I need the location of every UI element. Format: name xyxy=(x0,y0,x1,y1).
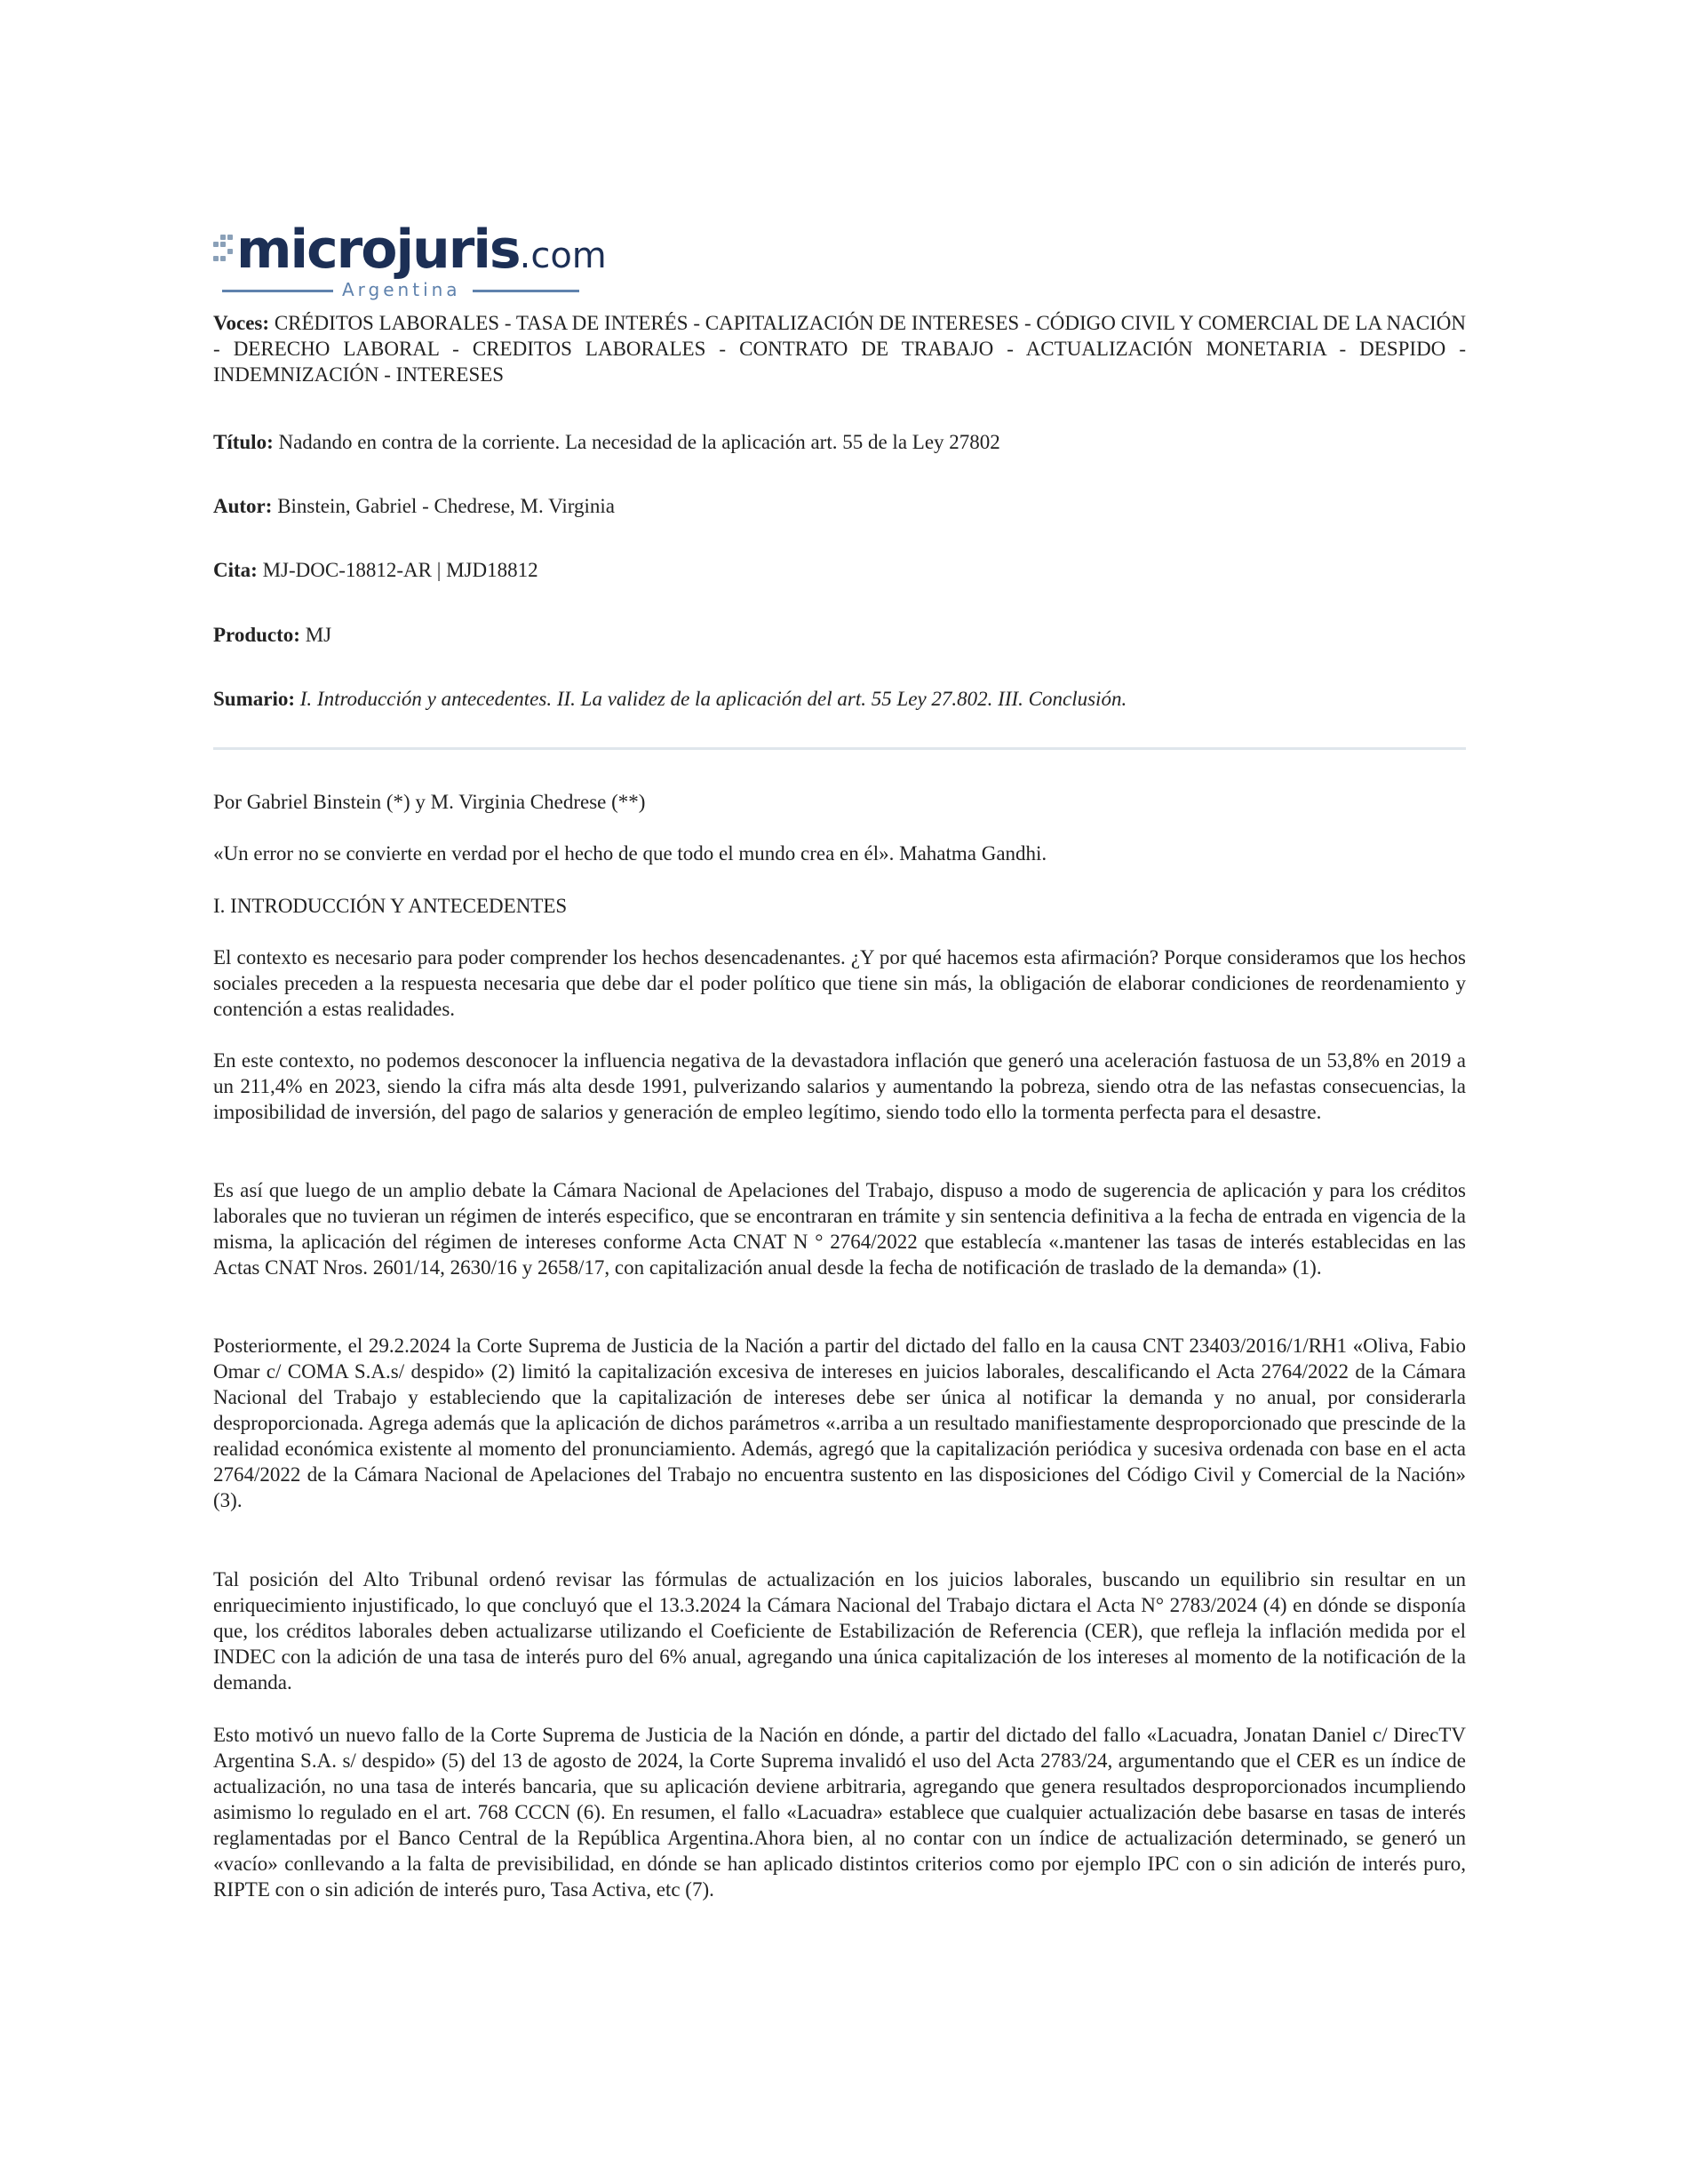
voces-text: CRÉDITOS LABORALES - TASA DE INTERÉS - CAPITALIZACIÓN DE INTERESES - CÓDIGO CIVIL Y COMERCIAL DE LA NACIÓN - DERECHO LABORAL - CREDITOS LABORALES - CONTRATO DE TRABAJO - ACTUALIZACIÓN MONETARIA - DESPIDO - INDEMNIZACIÓN - INTERESES xyxy=(213,312,1466,386)
producto-text: MJ xyxy=(305,624,332,646)
logo-right-line xyxy=(473,290,579,292)
sumario-label: Sumario: xyxy=(213,688,295,710)
sumario xyxy=(213,686,1466,712)
microjuris-logo xyxy=(213,219,607,302)
producto-label: Producto: xyxy=(213,624,300,646)
paragraph: Es así que luego de un amplio debate la Cámara Nacional de Apelaciones del Trabajo, dispuso a modo de sugerencia de aplicación y para los créditos laborales que no tuvieran un régimen de interés especifico, que se encontraran en trámite y sin sentencia definitiva a la fecha de entrada en vigencia de la misma, la aplicación del régimen de intereses conforme Acta CNAT N ° 2764/2022 que establecía «.mantener las tasas de interés establecidas en las Actas CNAT Nros. 2601/14, 2630/16 y 2658/17, con capitalización anual desde la fecha de notificación de traslado de la demanda» (1). xyxy=(213,1179,1466,1279)
autor-label: Autor: xyxy=(213,495,273,517)
paragraph: Posteriormente, el 29.2.2024 la Corte Suprema de Justicia de la Nación a partir del dictado del fallo en la causa CNT 23403/2016/1/RH1 «Oliva, Fabio Omar c/ COMA S.A.s/ despido» (2) limitó la capitalización excesiva de intereses en juicios laborales, descalificando el Acta 2764/2022 de la Cámara Nacional del Trabajo y estableciendo que la capitalización de intereses debe ser única al notificar la demanda y no anual, por considerarla desproporcionada. Agrega además que la aplicación de dichos parámetros «.arriba a un resultado manifiestamente desproporcionado que prescinde de la realidad económica existente al momento del pronunciamiento. Además, agregó que la capitalización periódica y sucesiva ordenada con base en el acta 2764/2022 de la Cámara Nacional de Apelaciones del Trabajo no encuentra sustento en las disposiciones del Código Civil y Comercial de la Nación» (3). xyxy=(213,1335,1466,1511)
logo-suffix: .com xyxy=(519,235,607,276)
logo-subtitle: Argentina xyxy=(342,279,461,300)
paragraph: Esto motivó un nuevo fallo de la Corte Suprema de Justicia de la Nación en dónde, a partir del dictado del fallo «Lacuadra, Jonatan Daniel c/ DirecTV Argentina S.A. s/ despido» (5) del 13 de agosto de 2024, la Corte Suprema invalidó el uso del Acta 2783/24, argumentando que el CER es un índice de actualización, no una tasa de interés bancaria, que su aplicación deviene arbitraria, agregando que genera resultados desproporcionados incumpliendo asimismo lo regulado en el art. 768 CCCN (6). En resumen, el fallo «Lacuadra» establece que cualquier actualización debe basarse en tasas de interés reglamentadas por el Banco Central de la República Argentina.Ahora bien, al no contar con un índice de actualización determinado, se generó un «vacío» conllevando a la falta de previsibilidad, en dónde se han aplicado distintos criterios como por ejemplo IPC con o sin adición de interés puro, RIPTE con o sin adición de interés puro, Tasa Activa, etc (7). xyxy=(213,1724,1466,1901)
producto xyxy=(213,622,1466,648)
cita-text: MJ-DOC-18812-AR | MJD18812 xyxy=(262,559,538,581)
titulo-text: Nadando en contra de la corriente. La necesidad de la aplicación art. 55 de la Ley 27802 xyxy=(278,431,1000,453)
sumario-text: I. Introducción y antecedentes. II. La validez de la aplicación del art. 55 Ley 27.802. III. Conclusión. xyxy=(299,688,1127,710)
section-heading: I. INTRODUCCIÓN Y ANTECEDENTES xyxy=(213,895,568,917)
voces-label: Voces: xyxy=(213,312,270,334)
autor-text: Binstein, Gabriel - Chedrese, M. Virginia xyxy=(277,495,615,517)
titulo xyxy=(213,429,1466,455)
cita xyxy=(213,557,1466,583)
paragraph: Tal posición del Alto Tribunal ordenó revisar las fórmulas de actualización en los juicios laborales, buscando un equilibrio sin resultar en un enriquecimiento injustificado, lo que concluyó que el 13.3.2024 la Cámara Nacional del Trabajo dictara el Acta N° 2783/2024 (4) en dónde se disponía que, los créditos laborales deben actualizarse utilizando el Coeficiente de Estabilización de Referencia (CER), que refleja la inflación medida por el INDEC con la adición de una tasa de interés puro del 6% anual, agregando una única capitalización de los intereses al momento de la notificación de la demanda. xyxy=(213,1568,1466,1694)
logo-wordmark xyxy=(236,219,607,287)
byline: Por Gabriel Binstein (*) y M. Virginia Chedrese (**) xyxy=(213,791,646,813)
titulo-label: Título: xyxy=(213,431,274,453)
autor xyxy=(213,493,1466,519)
logo-main-text: microjuris xyxy=(236,219,520,281)
voces xyxy=(213,310,1466,387)
paragraph: El contexto es necesario para poder comprender los hechos desencadenantes. ¿Y por qué hacemos esta afirmación? Porque consideramos que los hechos sociales preceden a la respuesta necesaria que debe dar el poder político que tiene sin más, la obligación de elaborar condiciones de reordenamiento y contención a estas realidades. xyxy=(213,946,1466,1020)
cita-label: Cita: xyxy=(213,559,258,581)
epigraph-quote: «Un error no se convierte en verdad por el hecho de que todo el mundo crea en él». Mahatma Gandhi. xyxy=(213,842,1047,865)
logo-left-line xyxy=(222,290,333,292)
paragraph: En este contexto, no podemos desconocer la influencia negativa de la devastadora inflación que generó una aceleración fastuosa de un 53,8% en 2019 a un 211,4% en 2023, siendo la cifra más alta desde 1991, pulverizando salarios y aumentando la pobreza, siendo otra de las nefastas consecuencias, la imposibilidad de inversión, del pago de salarios y generación de empleo legítimo, siendo todo ello la tormenta perfecta para el desastre. xyxy=(213,1049,1466,1123)
divider xyxy=(213,747,1466,750)
